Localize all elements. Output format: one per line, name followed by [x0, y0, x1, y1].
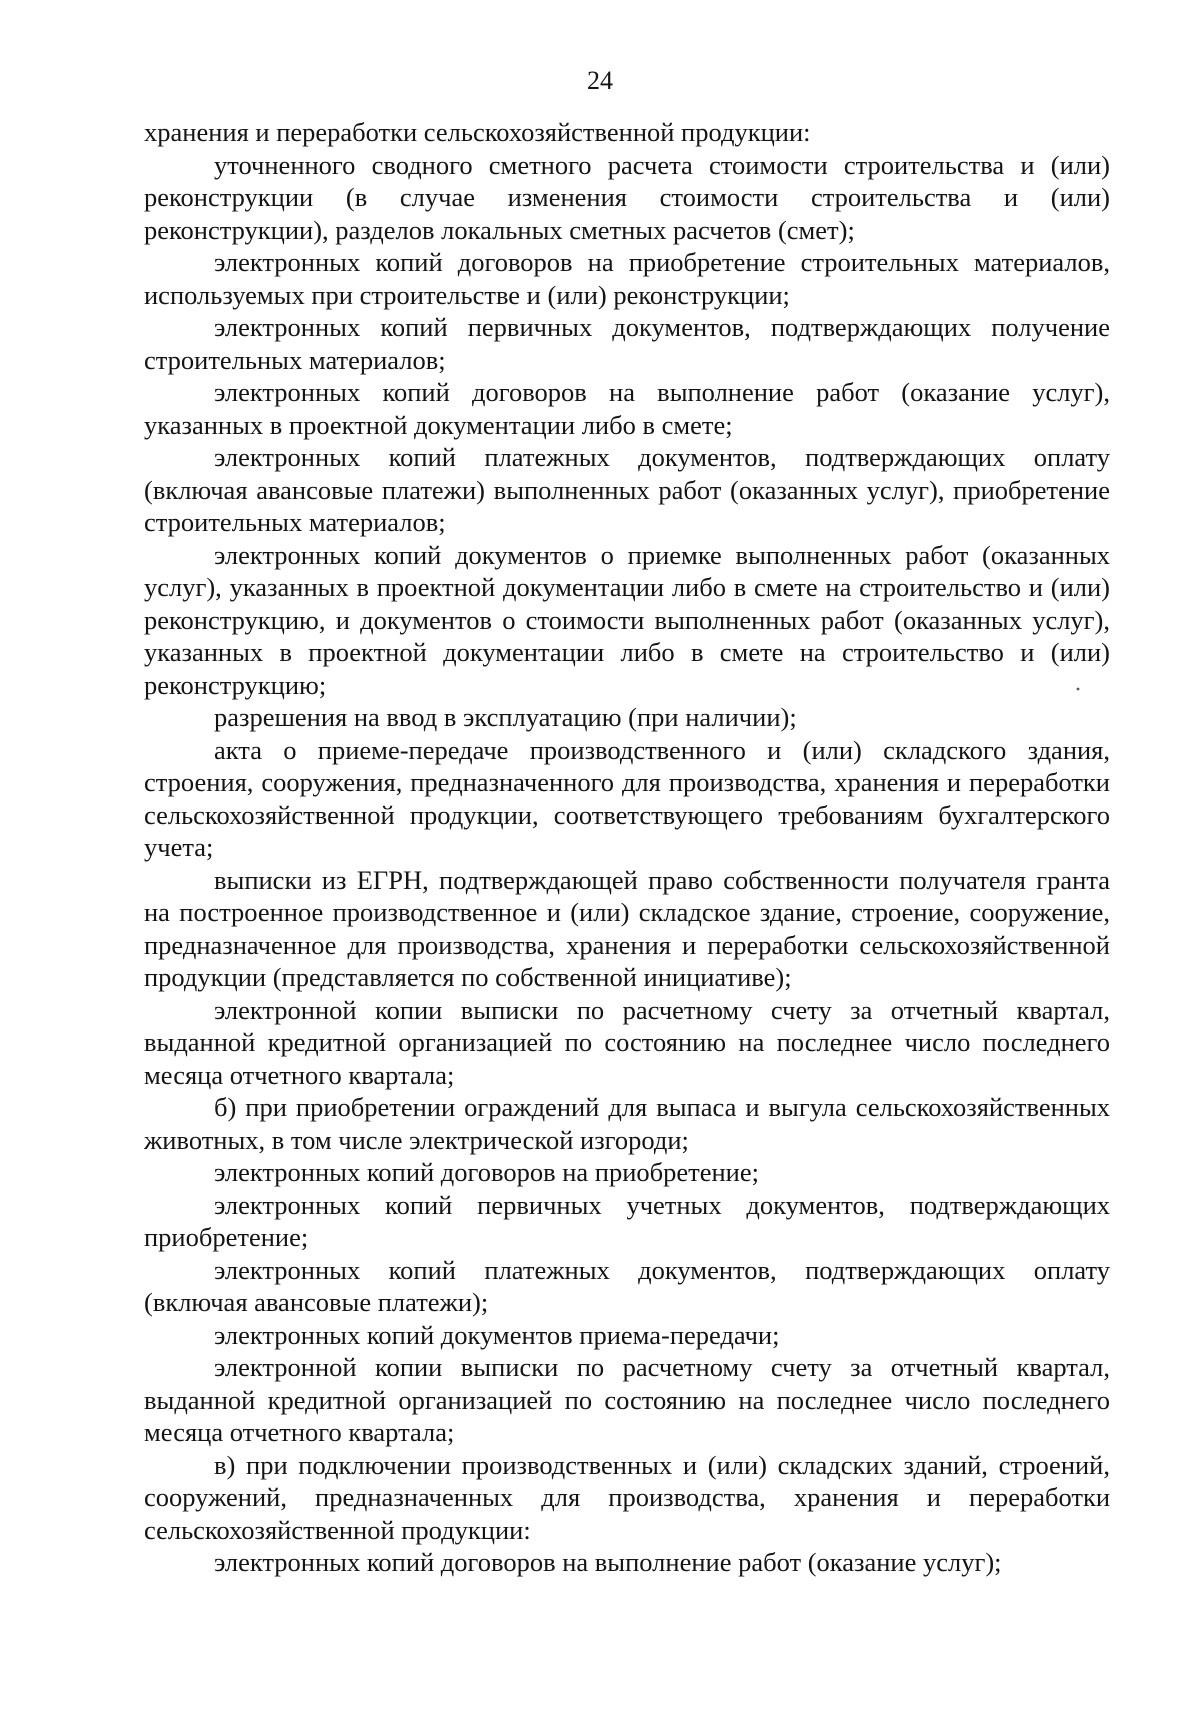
paragraph-item-v: в) при подключении производственных и (или) складских зданий, строений, сооружений, предназначенных для производства, хранения и переработки сельскохозяйственной продукции: [144, 1449, 1110, 1545]
paragraph-commissioning-permit: разрешения на ввод в эксплуатацию (при наличии); [214, 702, 797, 732]
paragraph-transfer-documents: электронных копий документов приема-передачи; [214, 1319, 780, 1350]
paragraph-transfer-act: акта о приеме-передаче производственного и (или) складского здания, строения, сооружения, предназначенного для производства, хранения и переработки сельскохозяйственной продукции, соответствующего требованиям бухгалтерского учета; [144, 734, 1110, 862]
paragraph-purchase-contracts: электронных копий договоров на приобретение; [214, 1157, 759, 1187]
paragraph-bank-statement-b: электронной копии выписки по расчетному счету за отчетный квартал, выданной кредитной организацией по состоянию на последнее число последнего месяца отчетного квартала; [144, 1352, 1110, 1447]
paragraph-work-contracts: электронных копий договоров на выполнение работ (оказание услуг), указанных в проектной документации либо в смете; [144, 377, 1110, 440]
paragraph-primary-accounting: электронных копий первичных учетных документов, подтверждающих приобретение; [144, 1189, 1110, 1252]
page-number: 24 [587, 66, 613, 95]
paragraph-work-contracts-v: электронных копий договоров на выполнение работ (оказание услуг); [214, 1547, 1002, 1577]
paragraph-summary-estimate: уточненного сводного сметного расчета стоимости строительства и (или) реконструкции (в случае изменения стоимости строительства и (или) реконструкции), разделов локальных сметных расчетов (смет); [144, 149, 1110, 245]
paragraph-payment-documents-b: электронных копий платежных документов, подтверждающих оплату (включая авансовые платежи); [144, 1254, 1110, 1317]
paragraph-continuation: хранения и переработки сельскохозяйственной продукции: [144, 117, 811, 147]
paragraph-bank-statement: электронной копии выписки по расчетному счету за отчетный квартал, выданной кредитной организацией по состоянию на последнее число последнего месяца отчетного квартала; [144, 994, 1110, 1090]
paragraph-egrn-extract: выписки из ЕГРН, подтверждающей право собственности получателя гранта на построенное производственное и (или) складское здание, строение, сооружение, предназначенное для производства, хранения и переработки сельскохозяйственной продукции (представляется по собственной инициативе); [144, 864, 1110, 992]
paragraph-payment-documents: электронных копий платежных документов, подтверждающих оплату (включая авансовые платежи) выполненных работ (оказанных услуг), приобретение строительных материалов; [144, 442, 1110, 537]
paragraph-item-b: б) при приобретении ограждений для выпаса и выгула сельскохозяйственных животных, в том числе электрической изгороди; [144, 1092, 1110, 1155]
paragraph-materials-contracts: электронных копий договоров на приобретение строительных материалов, используемых при строительстве и (или) реконструкции; [144, 247, 1110, 310]
paragraph-acceptance-documents: электронных копий документов о приемке выполненных работ (оказанных услуг), указанных в проектной документации либо в смете на строительство и (или) реконструкцию, и документов о стоимости выполненных работ (оказанных услуг), указанных в проектной документации либо в смете на строительство и (или) реконструкцию; [144, 539, 1110, 700]
document-body [144, 116, 1110, 1579]
paragraph-primary-documents: электронных копий первичных документов, подтверждающих получение строительных материалов; [144, 312, 1110, 375]
